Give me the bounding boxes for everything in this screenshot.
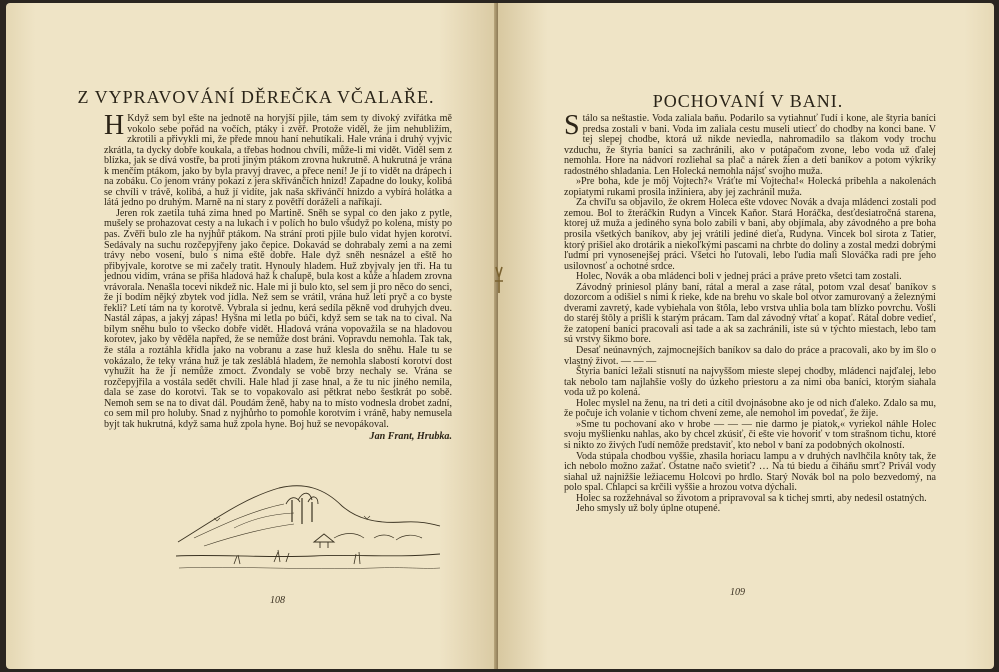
right-paragraph: Jeho smysly už boly úplne otupené. [576,503,721,515]
right-paragraph: »Pre boha, kde je môj Vojtech?« Vráťte mi Vojtecha!« Holecká pribehla a nakolenách zopiatymi rukami prosila inžiniera, aby jej zachránil muža. [564,176,936,198]
right-page-number: 109 [730,587,745,598]
left-paragraph: Jeren rok zaetila tuhá zima hned po Martině. Sněh se sypal co den jako z pytle, mušely se prohazovat cesty a na lukach i v polích ho bulo všudyž po kolena, místy po pas. Zvěři bulo zle ha nyjhůř ptákom. Na strání proti pjile bulo vidat hyjen korotví. Sedávaly na suchu rozčepyjřeny jako čepice. Dokavád se dohrabaly zemi a na zemi trávy nebo vosení, bulo s nima eště dobře. Hale dyž sněh nesnázel a eště ho přibyjvale, korotve se mi začely tratit. Hynouly hladem. Huž zbyjvaly jen tři. Ha tu jednou vidím, vrána se přiša hladová haž k chalupě, bula kost a kůže a hladem zrovna vrávorala. Nenašla tocevi nikdež nic. Hale mi ji bulo kto, sel sem ji pro něco do senci, že jí bodím nějký zbytek vod jídla. Než sem se vrátil, vrána huž letí pryč a co byste řekli? Letí tám na ty korotvě. Vybrala si jednu, kerá sedíla pěkně vod druhyjch dveu. Nastál zápas, a jakyj zápas! Hyšna mi letla po búči, když sem se tak na to cival. Na bílym sněhu bulo to všecko dobře vidět. Hladová vrána vopovažila se na hladovou korotev, jako by věděla napřed, že se nemůže dost bráni. Vopravdu nemohla. Tak tak, že stála a roztáhla křídla jako na vobranu a zase huž klesla do sněhu. Hale tu se vokázalo, že teky vrána huž je tak zesláblá hladem, že nemohla slabostí korotví dost vyhužít ha že jí nemůže zmoct. Zvondaly se vobě brzy nechaly se. Vrána se rozčepyjřila a vostála sedět chvíli. Hale hlad jí zase hnal, a že tu nic jiného nemila, dala se zase do korotvi. Tak se to vopakovalo asi pětkrat nebo šestkrát po sobě. Nemoh sem se na to divat dál. Poudám ženě, haby na to místo vodnesla drobet zadní, co sem mil pro holuby. Snad z nyjhůrho to pomohle korotvím i vráně, haby nemusela byjt tak hukrutná, když sama huž zpola hyne. Boj huž se nevopákoval. [104,207,452,430]
left-page-title: Z VYPRAVOVÁNÍ DĚREČKA VČALAŘE. [77,87,435,107]
right-text-column [564,110,936,515]
right-paragraph: Štyria baníci ležali stisnutí na najvyššom mieste slepej chodby, mládenci najďalej, lebo tak nebolo tam najlahšie vošly do úzkeho priestoru a za nimi oba baníci, ktorým siahala voda už po kolená. [564,366,936,399]
left-page [6,3,498,669]
right-page-title: POCHOVANÍ V BANI. [652,91,844,111]
book-spread [2,3,997,669]
left-drop-cap: H [104,110,125,141]
right-paragraph: Holec myslel na ženu, na tri deti a cítil dvojnásobne ako je od nich ďaleko. Zdalo sa mu, že počuje ich volanie v tichom chvení zeme, ale nemohol im povedať, že žije. [564,397,936,420]
landscape-vignette [174,458,442,576]
left-first-paragraph [104,110,452,209]
right-first-paragraph [564,110,936,177]
right-paragraph: Za chvíľu sa objavilo, že okrem Holeca ešte vdovec Novák a dvaja mládenci zostali pod zemou. Bol to žteráčkin Rudyn a Vincek Kaňor. Stará Horáčka, desťdesiatročná starena, ktorej už muža a jediného syna bolo zabili v bani, aby objímala, aby závodného a pre boha prosila všetkých baníkov, aby jej vrátili jediné dieťa, Rudyna. Vincek bol sirota z Tatier, ktorý prišiel ako drotárik a niekoľkými pascami na chrbte do doliny a zostal medzi dobrými ľudmi pri vynosenejšej práci. Všetci ho ľutovali, lebo ľudia mali Slováčka radi pre jeho usilovnosť a ochotné srdce. [564,197,936,272]
signature: Jan Frant, Hrubka. [369,431,452,443]
right-paragraph: »Sme tu pochovaní ako v hrobe — — — nie darmo je piatok,« vyriekol náhle Holec svoju myšlienku nahlas, ako by chcel zkúsiť, či ešte vie hovoriť v tom strašnom tichu, ktoré si nikto zo živých ľudí nemôže predstaviť, kto nebol v baní za podobných okolností. [564,418,936,451]
left-page-number: 108 [270,595,285,606]
right-paragraph: Závodný priniesol plány baní, rátal a meral a zase rátal, potom vzal desať baníkov s dozorcom a odišiel s nimi k rieke, kde na brehu vo skale bol otvor zamurovaný a železnými dverami zavretý, kade vybiehala von štôla, lebo vrstva uhlia bola tam blízko povrchu. Vošli do staréj štôly a prišli k starým prácam. Tam dal závodný vŕtať a kopať. Rátal dobre vedieť, že zatopení baníci pracovali asi tade a ak sa zachránili, iste sú v týchto miestach, lebo tam sú vrstvy šikmo bore. [564,281,936,346]
right-paragraph: Voda stúpala chodbou vyššie, zhasila horiacu lampu a v druhých navlhčila knôty tak, že ich nebolo možno zažať. Ostatne načo svietiť? … Na tú biedu a čiháňu smrť? Privál vody siahal už najnižšie ležiacemu Holcovi po hrdlo. Starý Novák bol na polo bezvedomý, na polo spal. Chlapci sa krčili vyššie a hrozou votva dýchali. [564,450,936,494]
right-page [498,3,994,669]
right-drop-cap: S [564,110,580,141]
right-first-paragraph-text: tálo sa neštastie. Voda zaliala baňu. Podarilo sa vytiahnuť ľudí i kone, ale štyria baníci predsa zostali v bani. Voda im zaliala cestu museli utiecť do chodby na konci bane. V tej slepej chodbe, ktorá už nikde neviedla, nahromadilo sa tlakom vody trochu vzduchu, že štyria baníci sa zachránili, ako v potápačom zvone, lebo voda už ďalej nemohla. Hore na nádvorí rozliehal sa plač a nárek žien a detí baníkov a potom výkriky radostného shladania. Len Holecká nemohla nájsť svojho muža. [564,113,936,177]
right-paragraph: Desať neúnavných, zajmocnejších baníkov sa dalo do práce a pracovali, ako by im šlo o vlastný život. — — — [564,345,936,367]
left-text-column [104,110,452,443]
right-paragraph: Holec sa rozžehnával so životom a pripravoval sa k tichej smrti, aby nedesil ostatných. [576,492,927,504]
right-paragraph: Holec, Novák a oba mládenci boli v jednej práci a práve preto všetci tam zostali. [576,271,902,283]
binding-staple-icon [492,265,506,295]
left-first-paragraph-text: Když sem byl ešte na jednotě na horyjší pjile, tám sem ty divoký zviřátka mě vokolo sebe pořád na vočích, ptáky i zvěř. Protože viděl, že jim nehubližím, zkrotili a přivykli mi, že přede mnou haní nehutíkali. Hale vrána i druhý vyjvic zkrátla, ta dycky dobře koukala, a třebas hodnou chvíli, může-li mi vidět. Viděl sem z blízka, jak se divá vostře, ba proti jiným ptákom zrovna hukrutně. A hukrutná je vrána k menčím ptákom, jako by byla pravyj dravec, a přece není! Je jí to vidět na drápech i na zobáku. Co jenom vrány pokazí z jera skřivánčích hnizd! Zapadne do louky, kolibá se chvíli v trávě, kolibá, a huž jí vidíte, jak naša skřivánčí hnizdo a vybírá holátka a látá jedno po druhým. Marně na ni stary z povětří doráželi a naříkají. [104,113,452,209]
